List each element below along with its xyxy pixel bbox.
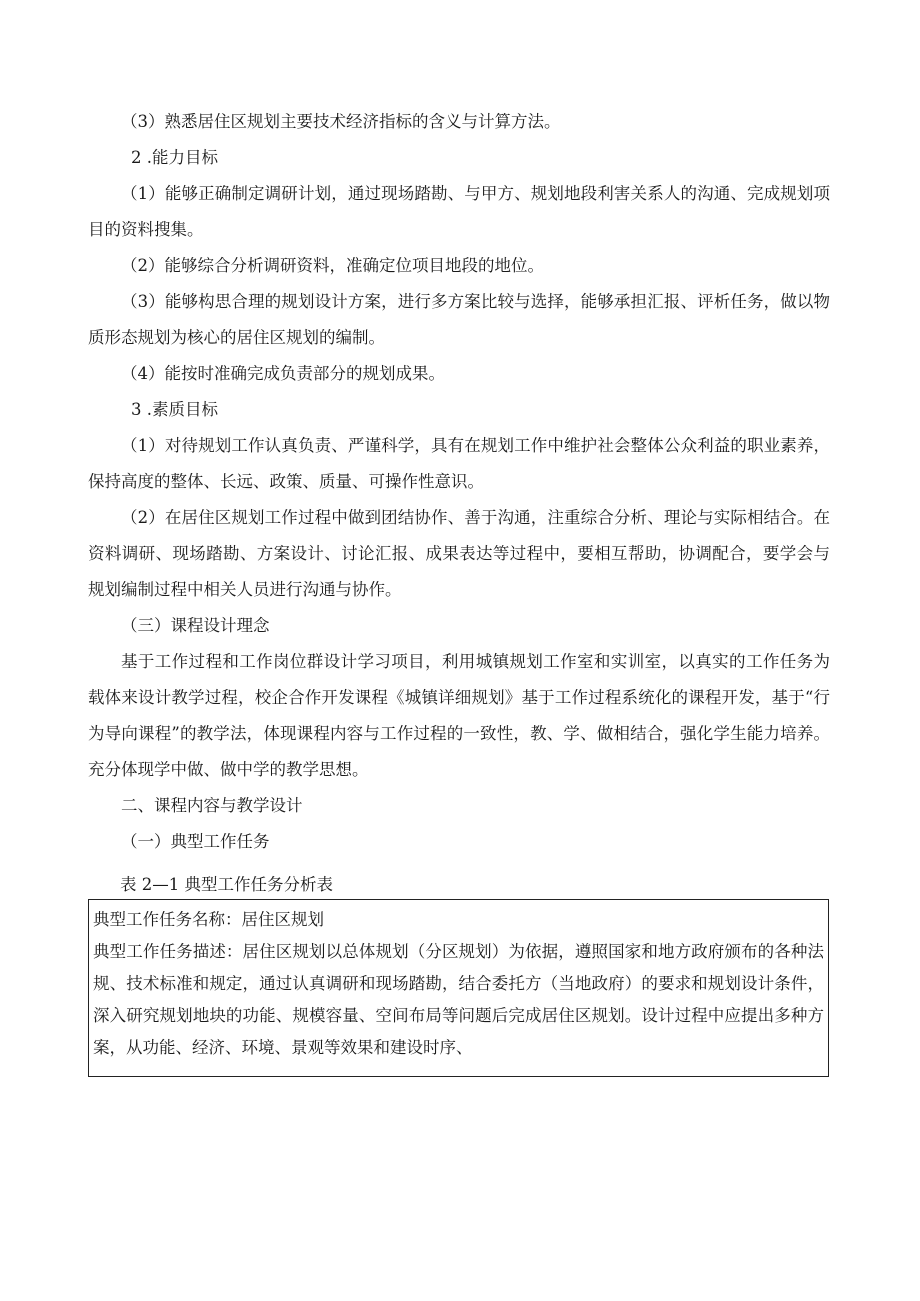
paragraph-quality-1: （1）对待规划工作认真负责、严谨科学，具有在规划工作中维护社会整体公众利益的职业素养，保持高度的整体、长远、政策、质量、可操作性意识。 bbox=[88, 436, 830, 491]
table-caption: 表 2—1 典型工作任务分析表 bbox=[120, 875, 333, 894]
paragraph-ability-2: （2）能够综合分析调研资料，准确定位项目地段的地位。 bbox=[121, 256, 544, 275]
heading-typical-tasks: （一）典型工作任务 bbox=[121, 832, 270, 851]
heading-quality-goals: 3 .素质目标 bbox=[131, 400, 218, 419]
paragraph-course-concept: 基于工作过程和工作岗位群设计学习项目，利用城镇规划工作室和实训室，以真实的工作任务为载体来设计教学过程，校企合作开发课程《城镇详细规划》基于工作过程系统化的课程开发，基于“行为导向课程”的教学法，体现课程内容与工作过程的一致性，教、学、做相结合，强化学生能力培养。充分体现学中做、做中学的教学思想。 bbox=[88, 652, 830, 779]
heading-ability-goals: 2 .能力目标 bbox=[131, 148, 218, 167]
table-task-description: 典型工作任务描述：居住区规划以总体规划（分区规划）为依据，遵照国家和地方政府颁布的各种法规、技术标准和规定，通过认真调研和现场踏勘，结合委托方（当地政府）的要求和规划设计条件，深入研究规划地块的功能、规模容量、空间布局等问题后完成居住区规划。设计过程中应提出多种方案，从功能、经济、环境、景观等效果和建设时序、 bbox=[93, 942, 824, 1057]
paragraph-quality-2: （2）在居住区规划工作过程中做到团结协作、善于沟通，注重综合分析、理论与实际相结合。在资料调研、现场踏勘、方案设计、讨论汇报、成果表达等过程中，要相互帮助，协调配合，要学会与规划编制过程中相关人员进行沟通与协作。 bbox=[88, 508, 830, 599]
paragraph-ability-1: （1）能够正确制定调研计划，通过现场踏勘、与甲方、规划地段利害关系人的沟通、完成规划项目的资料搜集。 bbox=[88, 184, 830, 239]
table-task-name: 典型工作任务名称：居住区规划 bbox=[93, 910, 324, 929]
paragraph-knowledge-3: （3）熟悉居住区规划主要技术经济指标的含义与计算方法。 bbox=[121, 112, 561, 131]
heading-section-2: 二、课程内容与教学设计 bbox=[121, 796, 303, 815]
heading-course-concept: （三）课程设计理念 bbox=[121, 616, 270, 635]
typical-task-table bbox=[88, 899, 829, 1077]
paragraph-ability-3: （3）能够构思合理的规划设计方案，进行多方案比较与选择，能够承担汇报、评析任务，做以物质形态规划为核心的居住区规划的编制。 bbox=[88, 292, 830, 347]
paragraph-ability-4: （4）能按时准确完成负责部分的规划成果。 bbox=[121, 364, 445, 383]
